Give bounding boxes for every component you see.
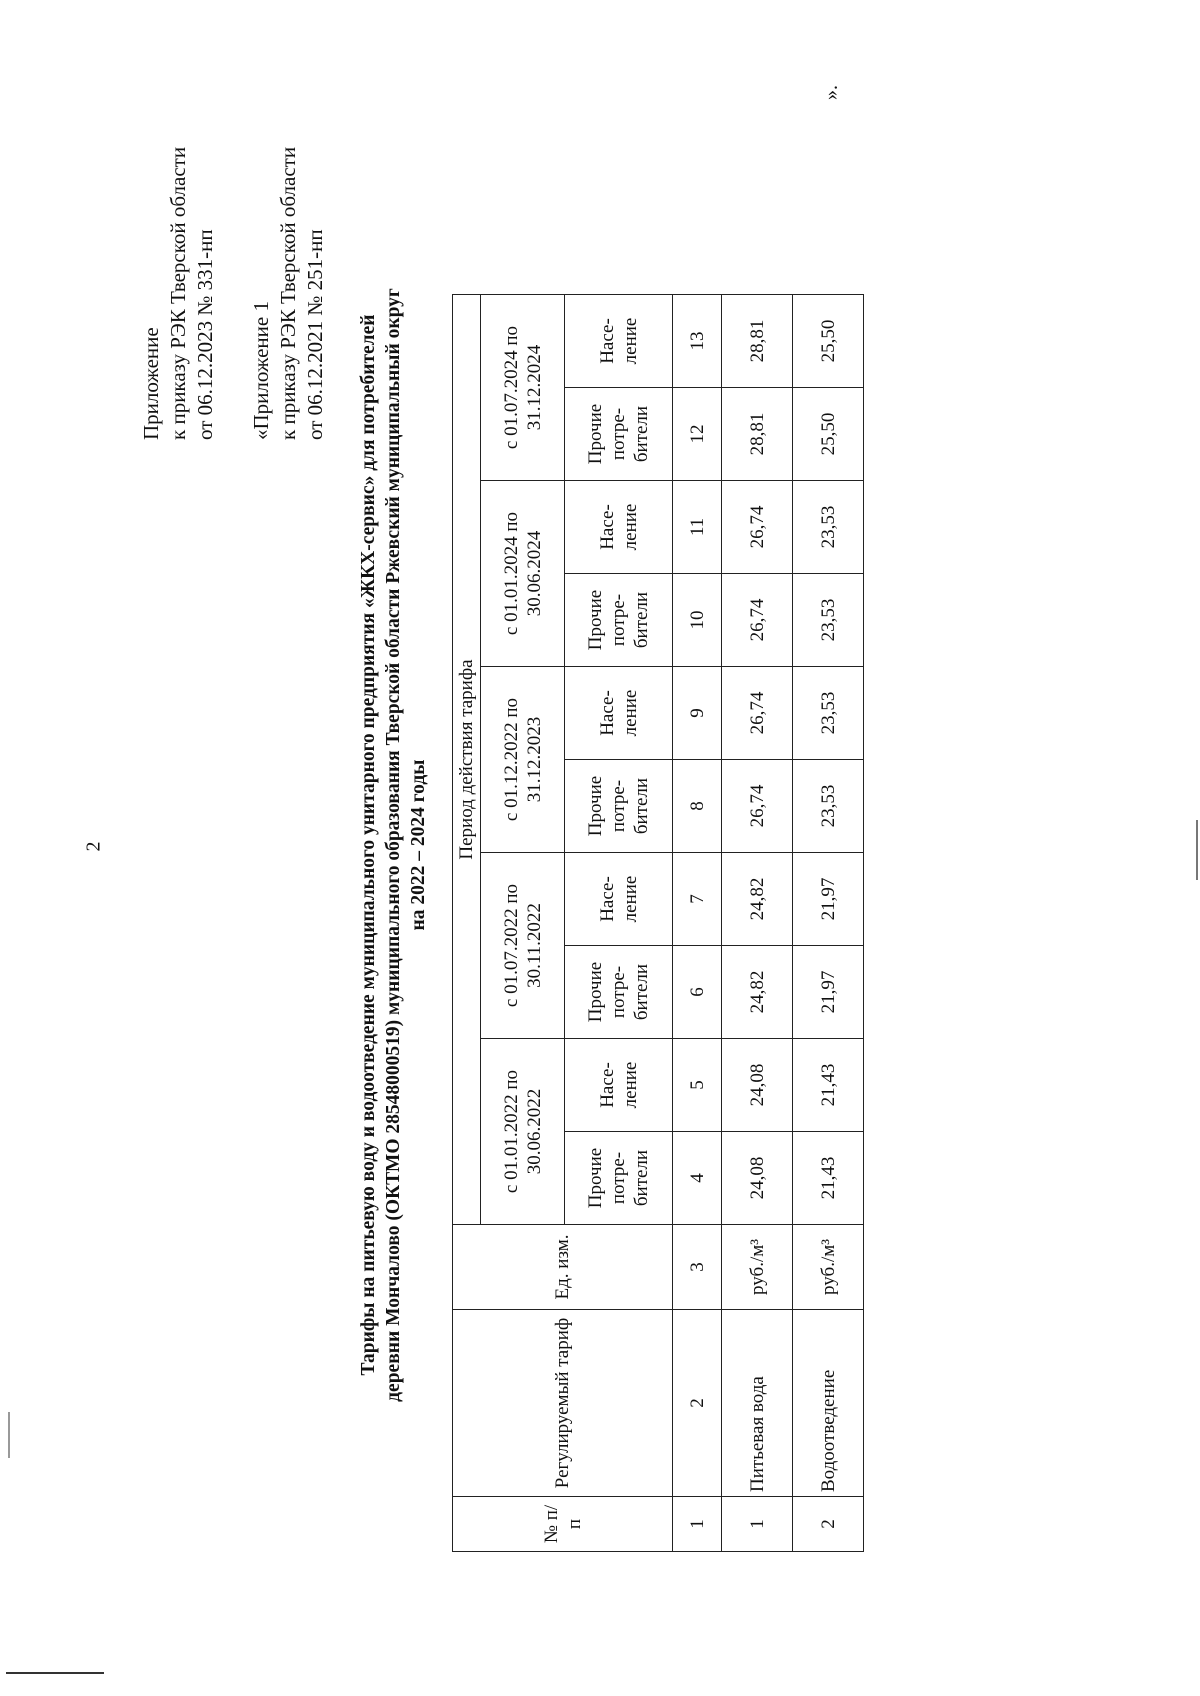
row-unit: руб./м³ bbox=[793, 1225, 864, 1310]
row-value: 26,74 bbox=[722, 481, 793, 574]
header-unit: Ед. изм. bbox=[453, 1225, 673, 1310]
header-consumer-population: Насе- ление bbox=[565, 1039, 673, 1132]
header-period-range: с 01.07.2024 по 31.12.2024 bbox=[481, 295, 565, 481]
appendix-line: «Приложение 1 bbox=[249, 301, 273, 440]
scan-edge-mark bbox=[6, 1672, 104, 1674]
scan-edge-mark bbox=[1196, 820, 1198, 880]
title-line: деревни Мончалово (ОКТМО 28548000519) муниципального образования Тверской области Ржевский муниципальный округ bbox=[383, 288, 404, 1402]
column-number: 7 bbox=[673, 853, 722, 946]
tariff-table bbox=[452, 294, 864, 1552]
header-period-range: с 01.01.2022 по 30.06.2022 bbox=[481, 1039, 565, 1225]
appendix-line: от 06.12.2023 № 331-нп bbox=[193, 229, 217, 440]
header-period-range: с 01.07.2022 по 30.11.2022 bbox=[481, 853, 565, 1039]
header-number: № п/п bbox=[453, 1497, 673, 1552]
column-number: 4 bbox=[673, 1132, 722, 1225]
row-value: 23,53 bbox=[793, 574, 864, 667]
header-consumer-population: Насе- ление bbox=[565, 667, 673, 760]
column-number: 13 bbox=[673, 295, 722, 388]
table-header-row bbox=[453, 295, 481, 1552]
column-number-row bbox=[673, 295, 722, 1552]
row-value: 24,08 bbox=[722, 1039, 793, 1132]
row-value: 28,81 bbox=[722, 388, 793, 481]
column-number: 2 bbox=[673, 1310, 722, 1497]
table-row bbox=[722, 295, 793, 1552]
row-tariff-name: Питьевая вода bbox=[722, 1310, 793, 1497]
header-consumer-other: Прочие потре- бители bbox=[565, 1132, 673, 1225]
row-value: 23,53 bbox=[793, 481, 864, 574]
document-title bbox=[356, 130, 431, 1560]
header-consumer-population: Насе- ление bbox=[565, 853, 673, 946]
document-rotated bbox=[120, 40, 1150, 1600]
row-value: 24,08 bbox=[722, 1132, 793, 1225]
row-number: 2 bbox=[793, 1497, 864, 1552]
header-period-range: с 01.12.2022 по 31.12.2023 bbox=[481, 667, 565, 853]
appendix-line: Приложение bbox=[139, 327, 163, 440]
row-number: 1 bbox=[722, 1497, 793, 1552]
page-number: 2 bbox=[82, 841, 105, 852]
header-consumer-other: Прочие потре- бители bbox=[565, 574, 673, 667]
column-number: 6 bbox=[673, 946, 722, 1039]
header-consumer-population: Насе- ление bbox=[565, 481, 673, 574]
row-value: 24,82 bbox=[722, 946, 793, 1039]
appendix-line: к приказу РЭК Тверской области bbox=[276, 146, 300, 440]
title-line: на 2022 – 2024 годы bbox=[408, 759, 429, 931]
column-number: 9 bbox=[673, 667, 722, 760]
scan-edge-mark bbox=[8, 1412, 10, 1458]
column-number: 11 bbox=[673, 481, 722, 574]
row-value: 23,53 bbox=[793, 667, 864, 760]
column-number: 5 bbox=[673, 1039, 722, 1132]
column-number: 8 bbox=[673, 760, 722, 853]
column-number: 12 bbox=[673, 388, 722, 481]
row-value: 26,74 bbox=[722, 760, 793, 853]
column-number: 3 bbox=[673, 1225, 722, 1310]
title-line: Тарифы на питьевую воду и водоотведение муниципального унитарного предприятия «ЖКХ-сервис» для потребителей bbox=[358, 314, 379, 1376]
row-value: 28,81 bbox=[722, 295, 793, 388]
header-consumer-other: Прочие потре- бители bbox=[565, 760, 673, 853]
row-value: 21,97 bbox=[793, 946, 864, 1039]
header-consumer-other: Прочие потре- бители bbox=[565, 388, 673, 481]
row-value: 26,74 bbox=[722, 574, 793, 667]
row-value: 25,50 bbox=[793, 295, 864, 388]
row-value: 21,43 bbox=[793, 1039, 864, 1132]
row-unit: руб./м³ bbox=[722, 1225, 793, 1310]
appendix-header bbox=[138, 50, 219, 440]
header-consumer-population: Насе- ление bbox=[565, 295, 673, 388]
row-value: 26,74 bbox=[722, 667, 793, 760]
previous-appendix-header bbox=[248, 50, 329, 440]
table-row bbox=[793, 295, 864, 1552]
header-period: Период действия тарифа bbox=[453, 295, 481, 1225]
appendix-line: к приказу РЭК Тверской области bbox=[166, 146, 190, 440]
column-number: 1 bbox=[673, 1497, 722, 1552]
column-number: 10 bbox=[673, 574, 722, 667]
row-value: 21,97 bbox=[793, 853, 864, 946]
header-period-range: с 01.01.2024 по 30.06.2024 bbox=[481, 481, 565, 667]
header-tariff: Регулируемый тариф bbox=[453, 1310, 673, 1497]
row-value: 23,53 bbox=[793, 760, 864, 853]
header-consumer-other: Прочие потре- бители bbox=[565, 946, 673, 1039]
row-value: 24,82 bbox=[722, 853, 793, 946]
closing-quote-mark: ». bbox=[820, 85, 842, 100]
appendix-line: от 06.12.2021 № 251-нп bbox=[303, 229, 327, 440]
row-value: 25,50 bbox=[793, 388, 864, 481]
row-value: 21,43 bbox=[793, 1132, 864, 1225]
row-tariff-name: Водоотведение bbox=[793, 1310, 864, 1497]
